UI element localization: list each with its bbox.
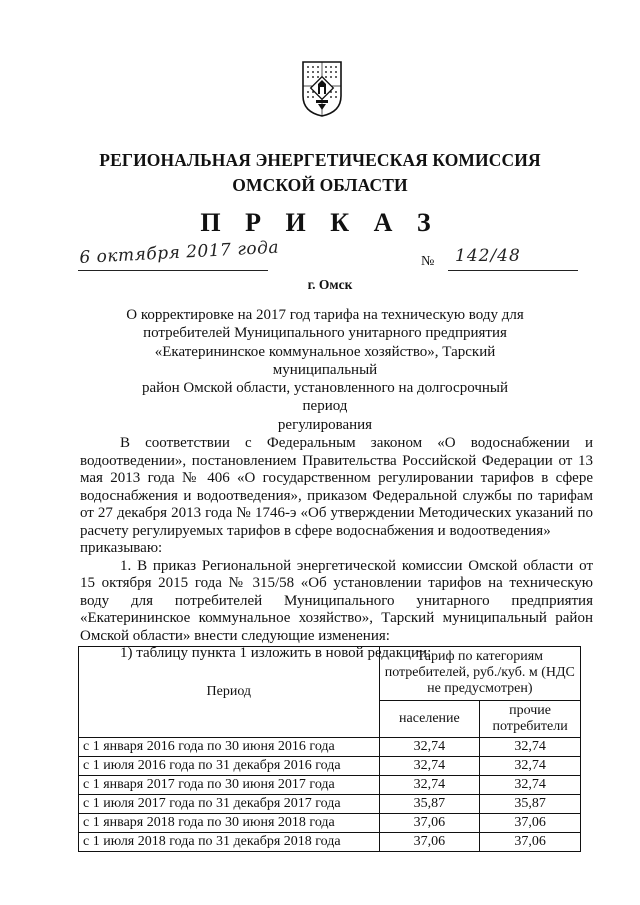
date-underline [78, 270, 268, 271]
handwritten-date: 6 октября 2017 года [78, 237, 280, 268]
subject-line: район Омской области, установленного на долгосрочный период [141, 380, 509, 415]
population-value: 35,87 [379, 795, 480, 814]
subject-line: «Екатерининское коммунальное хозяйство», Тарский муниципальный [154, 343, 496, 378]
table-row [79, 776, 581, 795]
omsk-region-coat-of-arms-icon [301, 60, 343, 118]
handwritten-number: 142/48 [455, 246, 521, 266]
period-cell: с 1 июля 2018 года по 31 декабря 2018 года [79, 833, 380, 852]
preamble-paragraph: В соответствии с Федеральным законом «О водоснабжении и водоотведении», постановлением Правительства Российской Федерации от 13 мая 2013 года № 406 «О государственном регулировании тарифов в сфере водоснабжения и водоотведения», приказом Федеральной службы по тарифам от 27 декабря 2013 года № 1746-э «Об утверждении Методических указаний по расчету регулируемых тарифов в сфере водоснабжения и водоотведения» [80, 435, 593, 539]
population-value: 32,74 [379, 757, 480, 776]
period-cell: с 1 июля 2016 года по 31 декабря 2016 года [79, 757, 380, 776]
organization-name-line2: ОМСКОЙ ОБЛАСТИ [232, 175, 408, 195]
order-word: приказываю: [80, 540, 163, 556]
header-tariff-group: Тариф по категориям потребителей, руб./куб. м (НДС не предусмотрен) [379, 647, 580, 701]
subject-line: регулирования [277, 416, 373, 433]
header-other-consumers: прочие потребители [480, 700, 581, 737]
other-value: 37,06 [480, 833, 581, 852]
other-value: 32,74 [480, 776, 581, 795]
document-type-title: П Р И К А З [200, 208, 440, 237]
population-value: 37,06 [379, 833, 480, 852]
number-underline [448, 270, 578, 271]
period-cell: с 1 июля 2017 года по 31 декабря 2017 года [79, 795, 380, 814]
population-value: 37,06 [379, 814, 480, 833]
number-label: № [421, 254, 435, 269]
header-population: население [379, 700, 480, 737]
period-cell: с 1 января 2018 года по 30 июня 2018 года [79, 814, 380, 833]
other-value: 35,87 [480, 795, 581, 814]
subject-line: О корректировке на 2017 год тарифа на техническую воду для [126, 307, 524, 323]
subject-line: потребителей Муниципального унитарного предприятия [143, 325, 507, 342]
table-row [79, 833, 581, 852]
city-label: г. Омск [307, 277, 353, 292]
item-1-1-paragraph: 1) таблицу пункта 1 изложить в новой редакции: [120, 645, 432, 661]
other-value: 32,74 [480, 738, 581, 757]
document-subject [120, 306, 530, 434]
item-1-paragraph: 1. В приказ Региональной энергетической комиссии Омской области от 15 октября 2015 года № 315/58 «Об установлении тарифов на техническую воду для потребителей Муниципального унитарного предприятия «Екатерининское коммунальное хозяйство», Тарский муниципальный район Омской области» внести следующие изменения: [80, 557, 593, 644]
document-body [80, 435, 593, 663]
population-value: 32,74 [379, 738, 480, 757]
organization-name-line1: РЕГИОНАЛЬНАЯ ЭНЕРГЕТИЧЕСКАЯ КОМИССИЯ [99, 150, 541, 170]
table-row [79, 814, 581, 833]
table-header-row [79, 647, 581, 701]
table-row [79, 738, 581, 757]
table-row [79, 757, 581, 776]
period-cell: с 1 января 2016 года по 30 июня 2016 года [79, 738, 380, 757]
other-value: 32,74 [480, 757, 581, 776]
other-value: 37,06 [480, 814, 581, 833]
tariff-table [78, 646, 581, 852]
header-period: Период [79, 647, 380, 738]
period-cell: с 1 января 2017 года по 30 июня 2017 года [79, 776, 380, 795]
population-value: 32,74 [379, 776, 480, 795]
table-row [79, 795, 581, 814]
